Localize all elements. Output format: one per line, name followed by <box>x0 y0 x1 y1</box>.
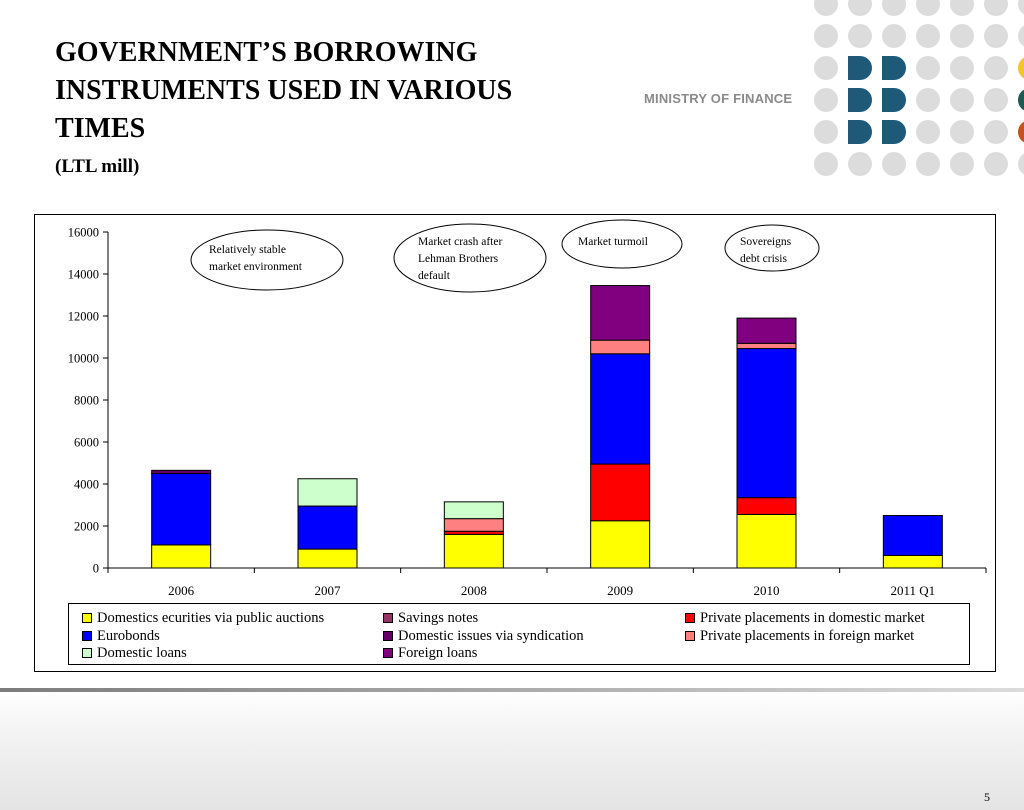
logo-dot <box>1018 24 1024 48</box>
legend-label: Domestic loans <box>97 645 187 661</box>
legend-label: Eurobonds <box>97 628 160 644</box>
legend-item <box>82 628 160 644</box>
y-tick-label: 6000 <box>74 435 99 450</box>
legend-swatch <box>82 648 92 658</box>
logo-dot <box>814 0 838 16</box>
logo-dot <box>848 152 872 176</box>
logo-dot <box>916 120 940 144</box>
bar-segment <box>883 555 942 568</box>
legend-label: Private placements in domestic market <box>700 610 925 626</box>
logo-dot <box>882 120 906 144</box>
y-tick-label: 16000 <box>67 225 99 240</box>
annotation-text: Market turmoil <box>578 236 648 248</box>
legend-swatch <box>685 613 695 623</box>
logo-dot <box>984 0 1008 16</box>
y-tick-label: 4000 <box>74 477 99 492</box>
legend-label: Private placements in foreign market <box>700 628 915 644</box>
logo-dot <box>984 88 1008 112</box>
bar-segment <box>591 340 650 354</box>
ministry-logo-dots <box>0 0 1024 200</box>
logo-dot <box>1018 88 1024 112</box>
annotation-text: Relatively stable market environment <box>209 244 302 273</box>
legend-item <box>383 645 477 661</box>
chart-legend <box>68 603 970 665</box>
y-tick-label: 10000 <box>67 351 99 366</box>
legend-swatch <box>82 613 92 623</box>
logo-dot <box>848 56 872 80</box>
logo-dot <box>814 88 838 112</box>
bar-segment <box>298 506 357 549</box>
logo-dot <box>950 56 974 80</box>
bar-segment <box>737 318 796 343</box>
bottom-background <box>0 690 1024 810</box>
y-tick-label: 0 <box>92 561 99 576</box>
page-title: GOVERNMENT’S BORROWING INSTRUMENTS USED IN VARIOUS TIMES <box>55 37 513 144</box>
bar-segment <box>883 516 942 556</box>
bar-segment <box>152 474 211 545</box>
logo-dot <box>814 24 838 48</box>
logo-dot <box>848 0 872 16</box>
logo-dot <box>916 0 940 16</box>
bar-segment <box>444 519 503 532</box>
y-tick-label: 8000 <box>74 393 99 408</box>
bar-segment <box>444 534 503 568</box>
legend-item <box>685 628 914 644</box>
bar-segment <box>591 521 650 568</box>
legend-item <box>685 610 925 626</box>
logo-dot <box>848 88 872 112</box>
annotation-text: Sovereigns debt crisis <box>740 236 792 265</box>
ministry-logo-text: MINISTRY OF FINANCE <box>644 91 793 106</box>
logo-dot <box>1018 56 1024 80</box>
logo-dot <box>1018 152 1024 176</box>
bar-segment <box>737 343 796 348</box>
y-tick-label: 2000 <box>74 519 99 534</box>
bar-segment <box>737 349 796 498</box>
logo-dot <box>882 88 906 112</box>
x-tick-label: 2009 <box>607 583 634 598</box>
logo-dot <box>984 120 1008 144</box>
legend-item <box>82 610 324 626</box>
y-tick-label: 12000 <box>67 309 99 324</box>
bar-segment <box>152 545 211 568</box>
logo-dot <box>916 56 940 80</box>
legend-swatch <box>685 631 695 641</box>
legend-label: Domestic issues via syndication <box>398 628 584 644</box>
logo-dot <box>950 0 974 16</box>
legend-label: Domestics ecurities via public auctions <box>97 610 325 626</box>
x-tick-label: 2006 <box>168 583 195 598</box>
x-tick-label: 2010 <box>753 583 780 598</box>
logo-dot <box>882 56 906 80</box>
bar-segment <box>591 354 650 464</box>
logo-dot <box>916 24 940 48</box>
logo-dot <box>882 24 906 48</box>
page-subtitle: (LTL mill) <box>55 156 140 177</box>
bar-segment <box>298 549 357 568</box>
x-tick-label: 2011 Q1 <box>890 583 936 598</box>
logo-dot <box>984 56 1008 80</box>
y-tick-label: 14000 <box>67 267 99 282</box>
logo-dot <box>1018 0 1024 16</box>
logo-dot <box>916 152 940 176</box>
legend-swatch <box>383 613 393 623</box>
bar-segment <box>591 286 650 341</box>
logo-dot <box>814 152 838 176</box>
logo-dot <box>916 88 940 112</box>
legend-label: Savings notes <box>398 610 479 626</box>
bar-segment <box>591 464 650 521</box>
legend-swatch <box>82 631 92 641</box>
logo-dot <box>984 24 1008 48</box>
logo-dot <box>814 56 838 80</box>
legend-item <box>82 645 187 661</box>
logo-dot <box>950 24 974 48</box>
bar-segment <box>152 470 211 473</box>
logo-dot <box>950 152 974 176</box>
logo-dot <box>950 120 974 144</box>
logo-dot <box>848 120 872 144</box>
annotation-bubble <box>191 230 343 290</box>
bar-segment <box>737 514 796 568</box>
legend-swatch <box>383 631 393 641</box>
annotation-text: Market crash after Lehman Brothers default <box>418 236 503 282</box>
bar-segment <box>737 498 796 515</box>
legend-label: Foreign loans <box>398 645 478 661</box>
logo-dot <box>1018 120 1024 144</box>
legend-item <box>383 628 584 644</box>
legend-swatch <box>383 648 393 658</box>
logo-dot <box>950 88 974 112</box>
logo-dot <box>814 120 838 144</box>
bar-segment <box>444 502 503 519</box>
legend-item <box>383 610 478 626</box>
logo-dot <box>848 24 872 48</box>
bar-segment <box>298 479 357 506</box>
logo-dot <box>882 152 906 176</box>
logo-dot <box>882 0 906 16</box>
logo-dot <box>984 152 1008 176</box>
page-number: 5 <box>984 790 990 804</box>
x-tick-label: 2008 <box>460 583 487 598</box>
bottom-divider <box>0 688 1024 692</box>
x-tick-label: 2007 <box>314 583 341 598</box>
